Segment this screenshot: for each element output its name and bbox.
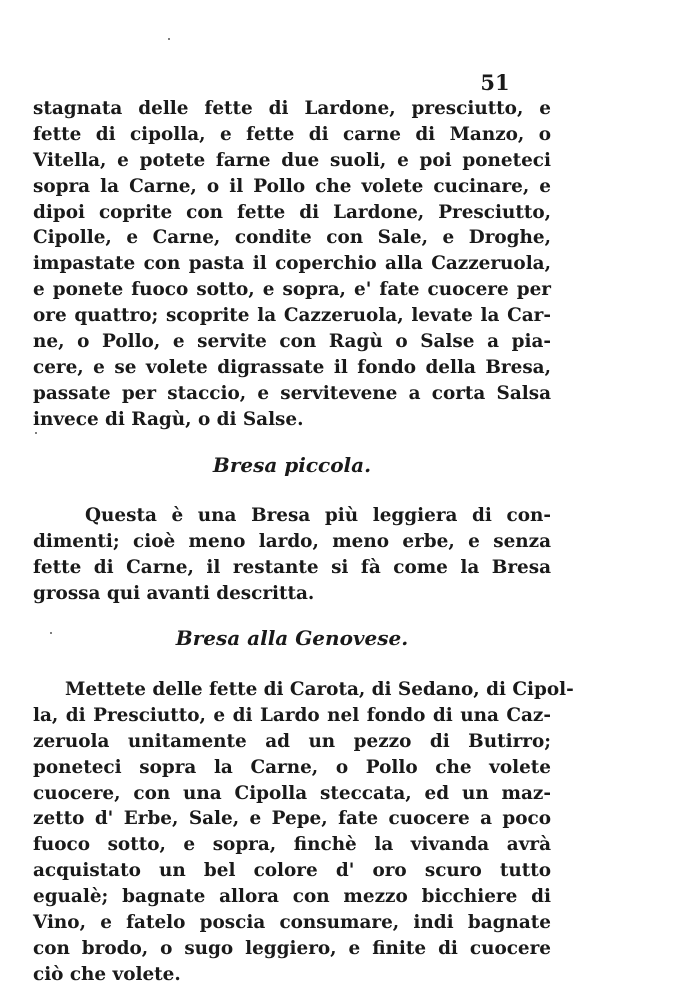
text-line: poneteci sopra la Carne, o Pollo che volete [33, 756, 551, 778]
text-line: grossa qui avanti descritta. [33, 582, 315, 604]
text-line: la, di Presciutto, e di Lardo nel fondo di una Caz- [33, 704, 551, 726]
paper-speck [35, 432, 37, 434]
paper-speck [168, 38, 170, 40]
text-line: impastate con pasta il coperchio alla Cazzeruola, [33, 253, 551, 275]
section-heading-bresa-genovese: Bresa alla Genovese. [175, 626, 409, 650]
text-line: zetto d' Erbe, Sale, e Pepe, fate cuocere a poco [33, 808, 551, 830]
text-line: invece di Ragù, o di Salse. [33, 408, 304, 430]
text-line: Questa è una Bresa più leggiera di con- [85, 505, 551, 526]
text-line: e ponete fuoco sotto, e sopra, e' fate cuocere per [33, 279, 551, 301]
text-line: fette di cipolla, e fette di carne di Manzo, o [33, 123, 551, 145]
text-line: acquistato un bel colore d' oro scuro tutto [33, 860, 551, 882]
text-line: fette di Carne, il restante si fà come la Bresa [33, 556, 551, 578]
text-line: dimenti; cioè meno lardo, meno erbe, e senza [33, 530, 551, 552]
text-line: sopra la Carne, o il Pollo che volete cucinare, e [33, 175, 551, 197]
text-line: cuocere, con una Cipolla steccata, ed un maz- [33, 782, 551, 804]
paper-speck [50, 632, 52, 634]
paragraph-bresa-genovese [33, 677, 574, 988]
text-line: ciò che volete. [33, 963, 181, 985]
text-line: fuoco sotto, e sopra, finchè la vivanda avrà [33, 834, 551, 856]
text-line: dipoi coprite con fette di Lardone, Presciutto, [33, 201, 551, 223]
text-line: Vino, e fatelo poscia consumare, indi bagnate [33, 912, 551, 934]
text-line: zeruola unitamente ad un pezzo di Butirro; [33, 730, 551, 752]
text-line: stagnata delle fette di Lardone, presciutto, e [33, 98, 551, 119]
paragraph-bresa-piccola [33, 503, 551, 607]
text-line: cere, e se volete digrassate il fondo della Bresa, [33, 356, 551, 378]
paragraph-bresa-grossa-end [33, 96, 551, 433]
text-line: egualè; bagnate allora con mezzo bicchiere di [33, 886, 551, 908]
text-line: Vitella, e potete farne due suoli, e poi poneteci [33, 149, 551, 171]
text-line: Mettete delle fette di Carota, di Sedano, di Cipol- [65, 679, 574, 700]
text-line: con brodo, o sugo leggiero, e finite di cuocere [33, 937, 551, 959]
text-line: Cipolle, e Carne, condite con Sale, e Droghe, [33, 227, 551, 249]
text-line: ore quattro; scoprite la Cazzeruola, levate la Car- [33, 305, 551, 327]
text-line: ne, o Pollo, e servite con Ragù o Salse a pia- [33, 331, 551, 353]
text-line: passate per staccio, e servitevene a corta Salsa [33, 382, 551, 404]
section-heading-bresa-piccola: Bresa piccola. [212, 453, 372, 477]
page-number: 51 [480, 70, 510, 95]
